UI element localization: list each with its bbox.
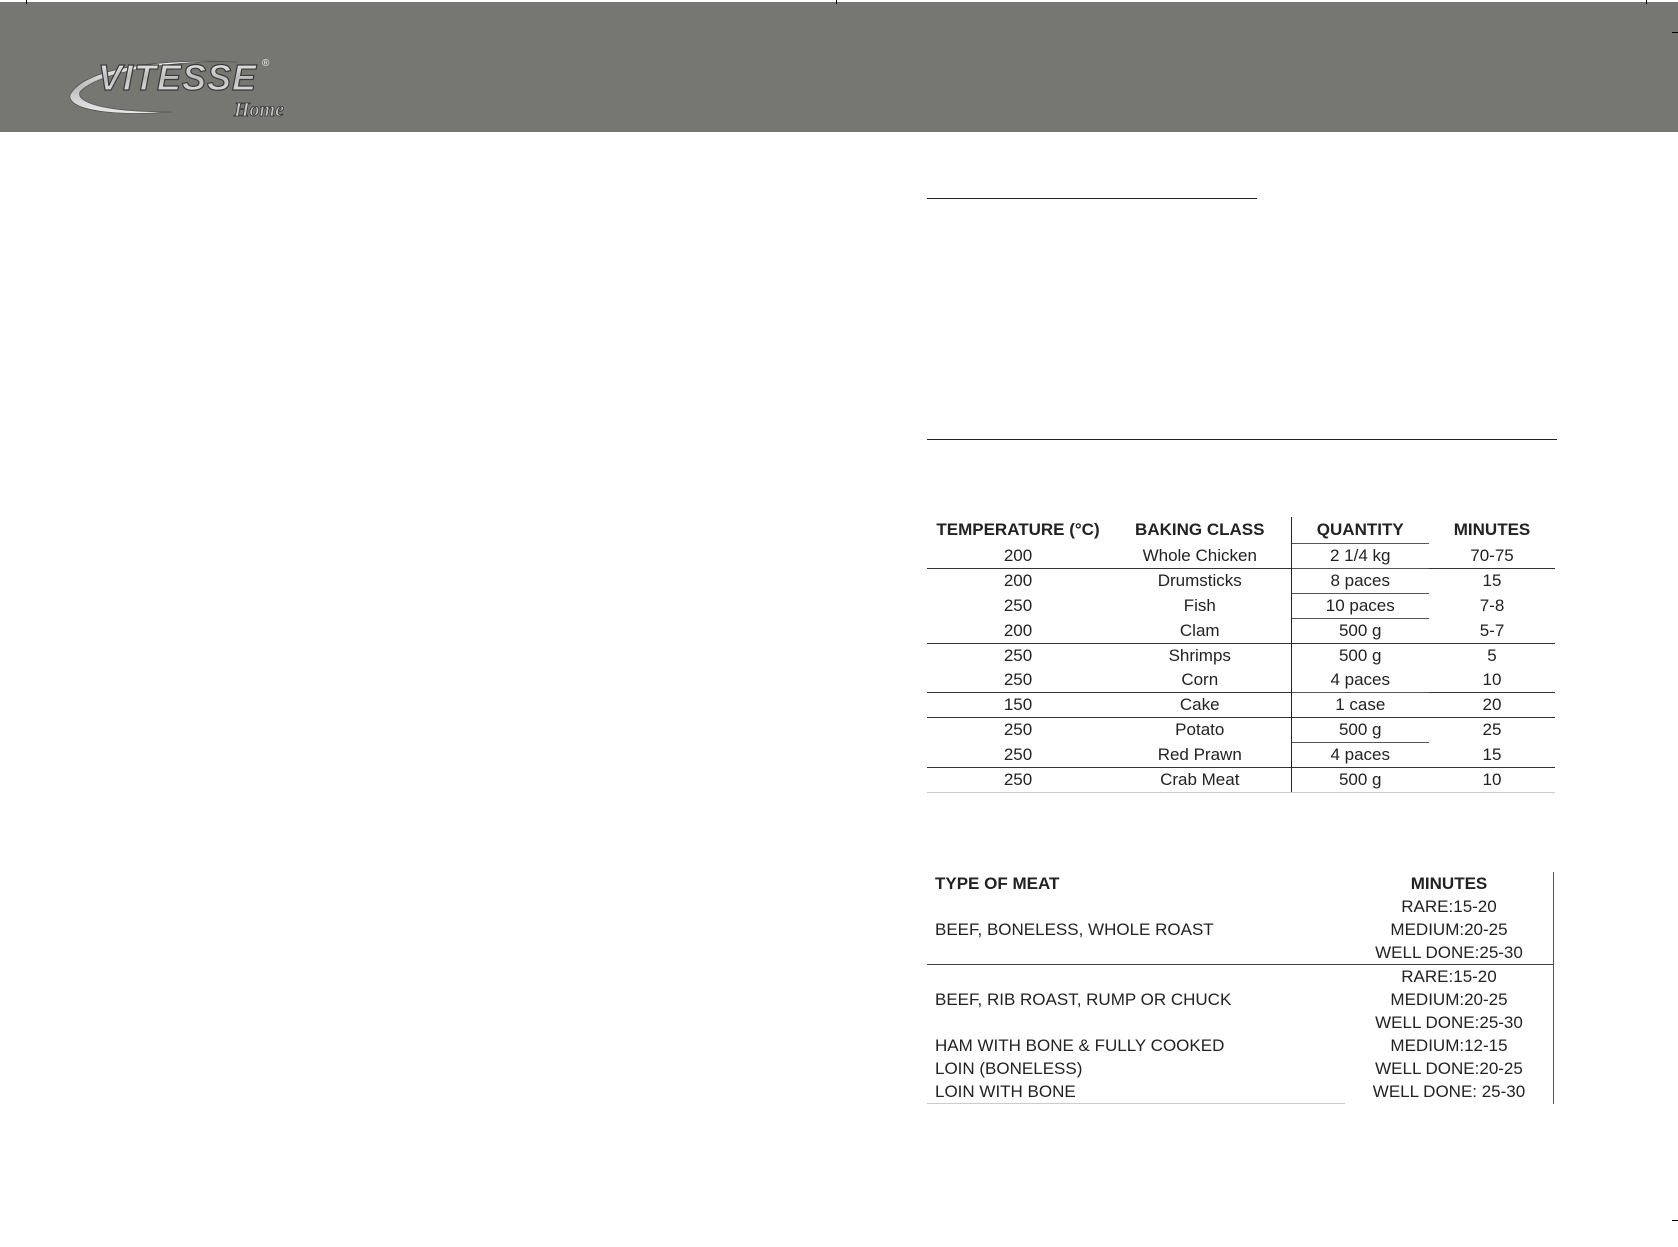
brand-sub: Home: [234, 99, 284, 121]
cell: Shrimps: [1109, 644, 1291, 669]
meat-table: [927, 872, 1554, 1104]
table-header-row: [927, 872, 1554, 895]
cell: 15: [1429, 569, 1555, 594]
cell: [927, 941, 1345, 965]
cell: 25: [1429, 718, 1555, 743]
cell: WELL DONE:20-25: [1345, 1057, 1554, 1080]
crop-mark: [0, 0, 1678, 2]
cell: 500 g: [1291, 768, 1429, 793]
divider-short: [927, 198, 1257, 199]
table-row: [927, 718, 1555, 743]
cell: BEEF, BONELESS, WHOLE ROAST: [935, 919, 1214, 939]
baking-table: [927, 517, 1555, 793]
cell: MEDIUM:20-25: [1345, 918, 1554, 941]
cell: Potato: [1109, 718, 1291, 743]
table-row: [927, 941, 1554, 965]
cell: 250: [927, 768, 1109, 793]
cell: Whole Chicken: [1109, 544, 1291, 569]
crop-mark: [1646, 0, 1647, 4]
cell: WELL DONE: 25-30: [1345, 1080, 1554, 1104]
column-header: MINUTES: [1345, 872, 1554, 895]
cell: 2 1/4 kg: [1291, 544, 1429, 569]
table-row: [927, 1034, 1554, 1057]
cell: 20: [1429, 693, 1555, 718]
cell: 5-7: [1479, 620, 1505, 640]
cell: HAM WITH BONE & FULLY COOKED: [935, 1035, 1225, 1055]
table-row: [927, 1011, 1554, 1034]
cell: MEDIUM:20-25: [1345, 988, 1554, 1011]
column-header: QUANTITY: [1316, 520, 1404, 539]
crop-mark: [1672, 1220, 1678, 1221]
cell: RARE:15-20: [1345, 895, 1554, 918]
cell: [927, 895, 1345, 918]
cell: 150: [927, 693, 1109, 718]
table-row: [927, 544, 1555, 569]
cell: Clam: [1109, 619, 1291, 644]
brand-logo: [62, 50, 312, 130]
registered-mark: ®: [262, 58, 270, 69]
table-row: [927, 1080, 1554, 1104]
crop-mark: [26, 0, 27, 4]
table-row: [927, 569, 1555, 594]
table-row: [927, 988, 1554, 1011]
cell: 10: [1429, 768, 1555, 793]
divider-long: [927, 439, 1557, 440]
cell: LOIN WITH BONE: [927, 1080, 1345, 1104]
cell: 200: [927, 569, 1109, 594]
column-header: BAKING CLASS: [1109, 517, 1291, 544]
cell: Red Prawn: [1109, 743, 1291, 768]
table-row: [927, 594, 1555, 619]
cell: 200: [1003, 620, 1033, 640]
cell: BEEF, RIB ROAST, RUMP OR CHUCK: [935, 989, 1232, 1009]
cell: 500 g: [1338, 621, 1382, 640]
cell: MEDIUM:12-15: [1345, 1034, 1554, 1057]
table-row: [927, 1057, 1554, 1080]
table-row: [927, 644, 1555, 669]
crop-mark: [1672, 32, 1678, 33]
column-header: MINUTES: [1453, 520, 1531, 540]
table-row: [927, 743, 1555, 768]
cell: 8 paces: [1291, 569, 1429, 594]
table-row: [927, 668, 1555, 693]
cell: 200: [1003, 545, 1033, 565]
cell: 7-8: [1479, 596, 1505, 615]
cell: 10 paces: [1291, 594, 1429, 619]
cell: 250: [927, 644, 1109, 669]
cell: Cake: [1109, 693, 1291, 718]
cell: WELL DONE:25-30: [1345, 1011, 1554, 1034]
cell: 4 paces: [1291, 668, 1429, 693]
cell: 10: [1482, 670, 1502, 689]
cell: Fish: [1109, 594, 1291, 619]
cell: 250: [1003, 596, 1033, 615]
table-row: [927, 619, 1555, 644]
cell: 500 g: [1291, 644, 1429, 669]
table-row: [927, 965, 1554, 989]
table-row: [927, 693, 1555, 718]
cell: 1 case: [1291, 693, 1429, 718]
column-header: TYPE OF MEAT: [935, 873, 1060, 893]
cell: Drumsticks: [1109, 569, 1291, 594]
cell: 15: [1482, 744, 1502, 764]
column-header: TEMPERATURE (°C): [936, 520, 1100, 540]
cell: 250: [1003, 670, 1033, 689]
cell: 4 paces: [1330, 745, 1391, 764]
table-row: [927, 768, 1555, 793]
cell: [927, 1011, 1345, 1034]
table-row: [927, 918, 1554, 941]
cell: Corn: [1109, 668, 1291, 693]
cell: 70-75: [1470, 545, 1514, 565]
cell: 5: [1429, 644, 1555, 669]
cell: RARE:15-20: [1345, 965, 1554, 989]
cell: 250: [1003, 744, 1033, 764]
cell: 500 g: [1291, 718, 1429, 743]
cell: [927, 965, 1345, 989]
brand-name: VITESSE: [98, 57, 258, 98]
cell: 250: [927, 718, 1109, 743]
table-row: [927, 895, 1554, 918]
cell: WELL DONE:25-30: [1345, 941, 1554, 965]
cell: Crab Meat: [1109, 768, 1291, 793]
crop-mark: [836, 0, 837, 4]
cell: LOIN (BONELESS): [935, 1058, 1083, 1078]
table-header-row: [927, 517, 1555, 544]
